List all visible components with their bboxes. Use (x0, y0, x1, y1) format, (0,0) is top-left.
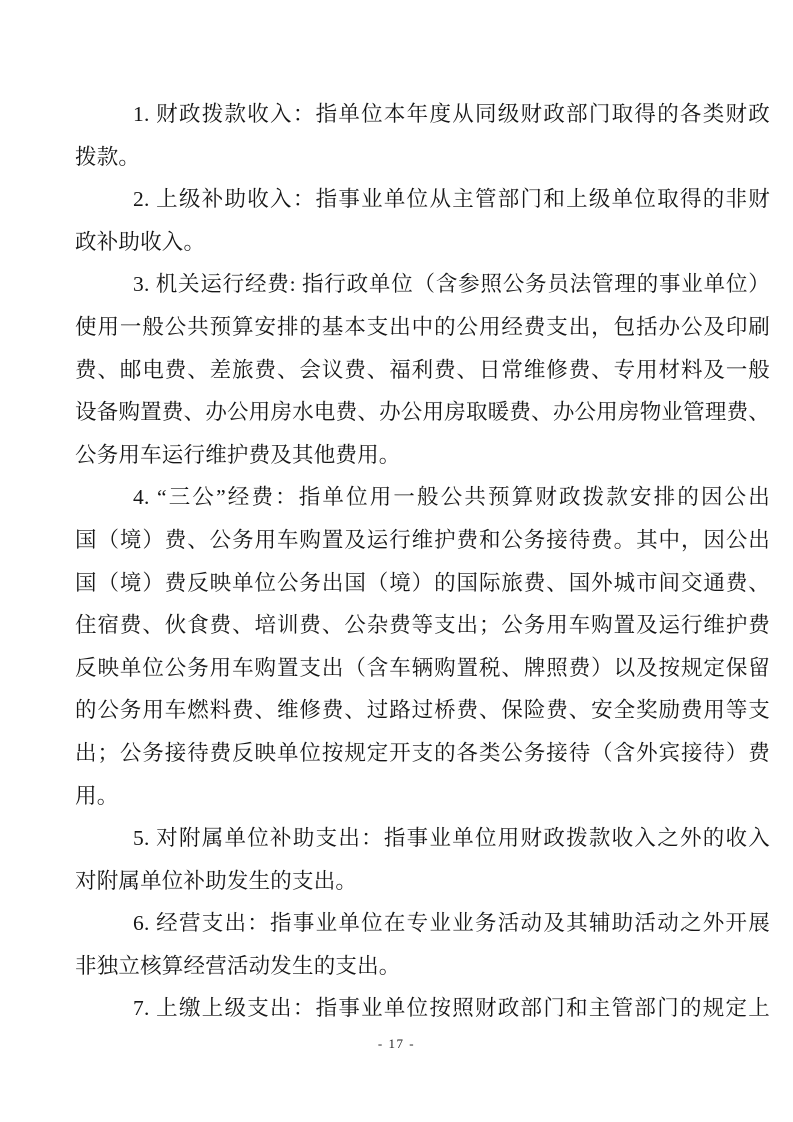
text-line: 政补助收入。 (75, 229, 206, 254)
text-line: 5. 对附属单位补助支出：指事业单位用财政拨款收入之外的收入 (133, 826, 770, 851)
text-line: 出；公务接待费反映单位按规定开支的各类公务接待（含外宾接待）费 (75, 740, 770, 765)
text-line: 设备购置费、办公用房水电费、办公用房取暖费、办公用房物业管理费、 (75, 400, 770, 425)
text-line: 公务用车运行维护费及其他费用。 (75, 442, 401, 467)
text-line: 6. 经营支出：指事业单位在专业业务活动及其辅助活动之外开展 (133, 911, 770, 936)
page-number: - 17 - (377, 1036, 416, 1051)
text-line: 非独立核算经营活动发生的支出。 (75, 953, 401, 978)
text-line: 使用一般公共预算安排的基本支出中的公用经费支出，包括办公及印刷 (75, 314, 770, 339)
text-line: 国（境）费、公务用车购置及运行维护费和公务接待费。其中，因公出 (75, 527, 770, 552)
text-line: 对附属单位补助发生的支出。 (75, 868, 358, 893)
text-line: 费、邮电费、差旅费、会议费、福利费、日常维修费、专用材料及一般 (75, 357, 770, 382)
text-line: 4. “三公”经费：指单位用一般公共预算财政拨款安排的因公出 (133, 485, 770, 510)
text-line: 用。 (75, 783, 119, 808)
text-line: 2. 上级补助收入：指事业单位从主管部门和上级单位取得的非财 (133, 187, 770, 212)
text-line: 的公务用车燃料费、维修费、过路过桥费、保险费、安全奖励费用等支 (75, 698, 770, 723)
text-line: 拨款。 (75, 144, 141, 169)
text-line: 国（境）费反映单位公务出国（境）的国际旅费、国外城市间交通费、 (75, 570, 770, 595)
document-body (75, 93, 770, 1030)
text-line: 反映单位公务用车购置支出（含车辆购置税、牌照费）以及按规定保留 (75, 655, 770, 680)
text-line: 7. 上缴上级支出：指事业单位按照财政部门和主管部门的规定上 (133, 996, 770, 1021)
text-line: 住宿费、伙食费、培训费、公杂费等支出；公务用车购置及运行维护费 (75, 613, 770, 638)
text-line: 3. 机关运行经费: 指行政单位（含参照公务员法管理的事业单位） (133, 272, 770, 297)
text-line: 1. 财政拨款收入：指单位本年度从同级财政部门取得的各类财政 (133, 102, 770, 126)
